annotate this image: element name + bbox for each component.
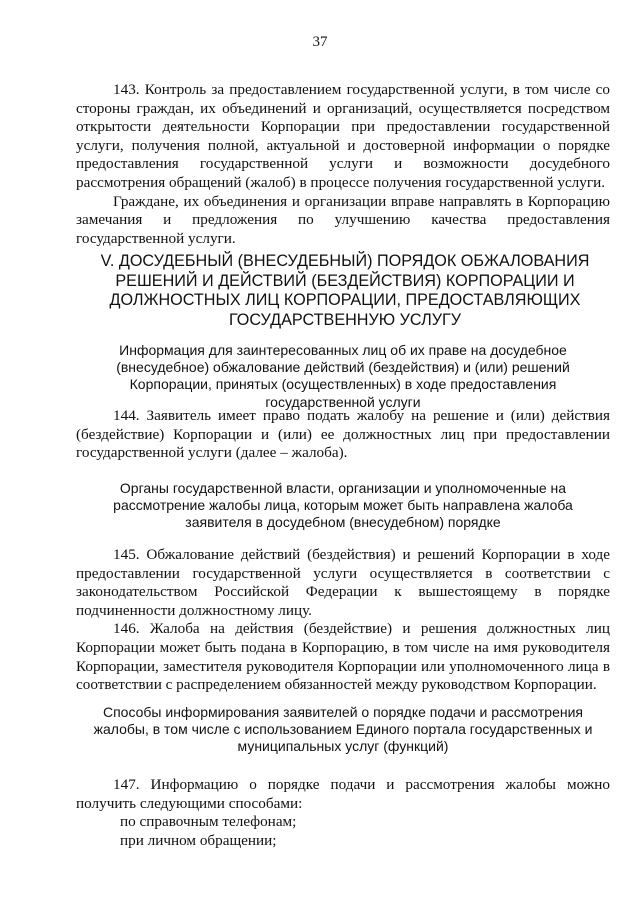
paragraph-145: 145. Обжалование действий (бездействия) и решений Корпорации в ходе предоставлении государственной услуги осуществляется в соответствии с законодательством Российской Федерации к вышестоящему в порядке подчиненности должностному лицу.	[76, 546, 610, 619]
paragraph-147-block	[76, 776, 610, 850]
subheading-authorities: Органы государственной власти, организации и уполномоченные на рассмотрение жалобы лица, которым может быть направлена жалоба заявителя в досудебном (внесудебном) порядке	[113, 480, 573, 531]
paragraph-144-block	[76, 407, 610, 463]
subheading-information-methods: Способы информирования заявителей о порядке подачи и рассмотрения жалобы, в том числе с использованием Единого портала государственных и муниципальных услуг (функций)	[93, 704, 593, 755]
paragraph-146: 146. Жалоба на действия (бездействие) и решения должностных лиц Корпорации может быть подана в Корпорацию, в том числе на имя руководителя Корпорации, заместителя руководителя Корпорации или уполномоченного лица в соответствии с распределением обязанностей между руководством Корпорации.	[76, 620, 610, 694]
list-item-phone: по справочным телефонам;	[120, 813, 297, 831]
page-number: 37	[312, 34, 328, 50]
paragraph-147: 147. Информацию о порядке подачи и рассмотрения жалобы можно получить следующими способами:	[76, 776, 610, 812]
paragraph-143-block	[76, 81, 610, 248]
paragraph-143: 143. Контроль за предоставлением государственной услуги, в том числе со стороны граждан, их объединений и организаций, осуществляется посредством открытости деятельности Корпорации при предоставлении государственной услуги, получения полной, актуальной и достоверной информации о порядке предоставления государственной услуги и возможности досудебного рассмотрения обращений (жалоб) в процессе получения государственной услуги.	[76, 81, 610, 191]
paragraph-145-146-block	[76, 546, 610, 695]
subheading-information-rights: Информация для заинтересованных лиц об их праве на досудебное (внесудебное) обжалование действий (бездействия) и (или) решений Корпорации, принятых (осуществленных) в ходе предоставления государственной услуги	[116, 342, 570, 410]
paragraph-144: 144. Заявитель имеет право подать жалобу на решение и (или) действия (бездействие) Корпорации и (или) ее должностных лиц при предоставлении государственной услуги (далее – жалоба).	[76, 407, 610, 462]
list-item-personal: при личном обращении;	[120, 831, 277, 849]
section-v-heading: V. ДОСУДЕБНЫЙ (ВНЕСУДЕБНЫЙ) ПОРЯДОК ОБЖАЛОВАНИЯ РЕШЕНИЙ И ДЕЙСТВИЙ (БЕЗДЕЙСТВИЯ) КОРПОРАЦИИ И ДОЛЖНОСТНЫХ ЛИЦ КОРПОРАЦИИ, ПРЕДОСТАВЛЯЮЩИХ ГОСУДАРСТВЕННУЮ УСЛУГУ	[100, 252, 590, 329]
paragraph-143-citizens: Граждане, их объединения и организации вправе направлять в Корпорацию замечания и предложения по улучшению качества предоставления государственной услуги.	[76, 192, 610, 247]
